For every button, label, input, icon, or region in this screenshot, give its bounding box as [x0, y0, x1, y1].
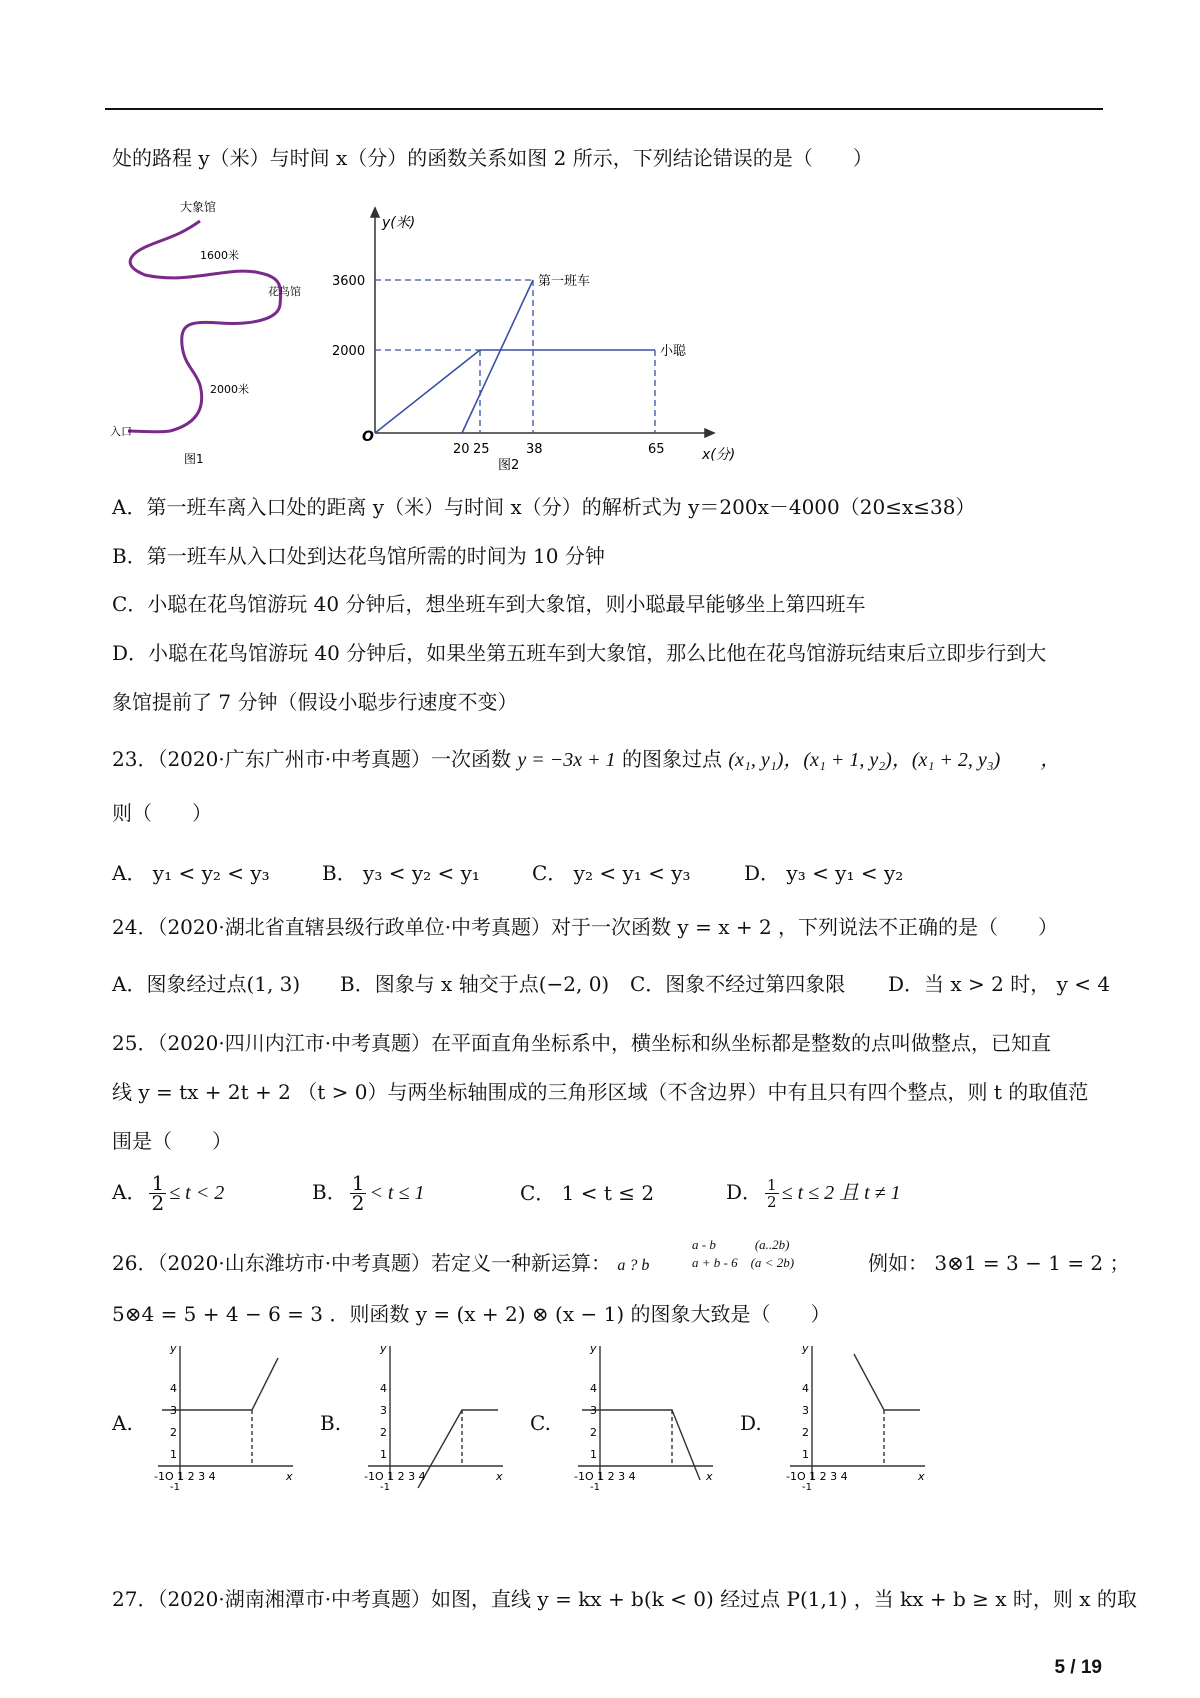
fig2-origin: O [362, 429, 374, 445]
q22-option-b: B．第一班车从入口处到达花鸟馆所需的时间为 10 分钟 [112, 544, 605, 568]
svg-text:y: y [170, 1342, 177, 1355]
svg-text:2: 2 [170, 1426, 177, 1439]
figure-2-graph [330, 205, 750, 475]
figure-1-route-map [110, 195, 320, 475]
svg-text:x: x [918, 1470, 925, 1483]
svg-text:4: 4 [170, 1382, 177, 1395]
svg-text:y: y [380, 1342, 387, 1355]
q24-stem: 24．（2020·湖北省直辖县级行政单位·中考真题）对于一次函数 y = x + 2 ，下列说法不正确的是（ ） [112, 915, 1059, 939]
svg-text:y: y [802, 1342, 809, 1355]
q26-line2: 5⊗4 = 5 + 4 − 6 = 3 ．则函数 y = (x + 2) ⊗ (x − 1) 的图象大致是（ ） [112, 1302, 831, 1326]
svg-text:1: 1 [170, 1448, 177, 1461]
fig2-ytick-2000: 2000 [332, 344, 366, 359]
q23-prefix: 23．（2020·广东广州市·中考真题）一次函数 [112, 747, 512, 771]
svg-text:2: 2 [802, 1426, 809, 1439]
q23-option-a: A． y₁ < y₂ < y₃ [112, 861, 270, 885]
svg-text:-1O 1 2 3 4: -1O 1 2 3 4 [786, 1470, 848, 1483]
svg-text:3: 3 [590, 1404, 597, 1417]
q25-line3: 围是（ ） [112, 1129, 232, 1153]
fig2-xtick-65: 65 [648, 442, 665, 457]
fig2-xtick-20: 20 [453, 442, 470, 457]
q25-line2: 线 y = tx + 2t + 2 （t > 0）与两坐标轴围成的三角形区域（不含边界）中有且只有四个整点，则 t 的取值范 [112, 1080, 1089, 1104]
svg-text:x: x [496, 1470, 503, 1483]
svg-text:-1O 1 2 3 4: -1O 1 2 3 4 [574, 1470, 636, 1483]
fig2-caption: 图2 [498, 458, 520, 473]
svg-text:1: 1 [380, 1448, 387, 1461]
q23-then: 则（ ） [112, 801, 212, 825]
fig1-caption: 图1 [184, 452, 204, 466]
q26-operator: a ? b [617, 1257, 650, 1274]
q26-label-b: B. [320, 1411, 342, 1435]
q26-label-a: A. [112, 1411, 133, 1435]
svg-text:4: 4 [380, 1382, 387, 1395]
q25-option-a: A． $\frac{1}{2}$ ≤ t < 2 [112, 1171, 225, 1215]
q23-option-b: B． y₃ < y₂ < y₁ [322, 861, 480, 885]
q22-option-d-line2: 象馆提前了 7 分钟（假设小聪步行速度不变） [112, 690, 518, 714]
fig1-distance-1: 1600米 [200, 249, 239, 262]
q26-line1: 26．（2020·山东潍坊市·中考真题）若定义一种新运算： a ? b [112, 1251, 650, 1275]
svg-text:-1: -1 [170, 1482, 180, 1490]
q23-mid: 的图象过点 [622, 747, 723, 771]
svg-text:3: 3 [170, 1404, 177, 1417]
svg-text:1: 1 [802, 1448, 809, 1461]
q22-option-a: A．第一班车离入口处的距离 y（米）与时间 x（分）的解析式为 y＝200x－4000（20≤x≤38） [112, 495, 976, 519]
q24-option-a: A．图象经过点(1, 3) [112, 972, 301, 996]
q23-points: (x₁, y₁)，(x₁ + 1, y₂)，(x₁ + 2, y₃) ， [728, 749, 1061, 771]
fraction-one-half: $\frac{1}{2}$ [151, 1171, 165, 1215]
q24-option-d: D．当 x > 2 时， y < 4 [888, 972, 1111, 996]
q24-option-b: B．图象与 x 轴交于点(−2, 0) [340, 972, 610, 996]
header-rule [105, 108, 1103, 110]
q23-option-c: C． y₂ < y₁ < y₃ [532, 861, 691, 885]
svg-text:x: x [286, 1470, 293, 1483]
fraction-one-half: $\frac{1}{2}$ [767, 1176, 777, 1211]
fig1-mid-label: 花鸟馆 [268, 285, 301, 298]
fig2-y-label: y(米) [382, 215, 416, 231]
fig2-person-label: 小聪 [660, 344, 687, 359]
q26-graph-b [358, 1340, 508, 1490]
q26-label-c: C. [530, 1411, 551, 1435]
fig1-top-label: 大象馆 [180, 200, 217, 214]
q26-label-d: D. [740, 1411, 762, 1435]
fig2-ytick-3600: 3600 [332, 274, 366, 289]
q25-line1: 25．（2020·四川内江市·中考真题）在平面直角坐标系中，横坐标和纵坐标都是整数的点叫做整点，已知直 [112, 1031, 1052, 1055]
q26-graph-c [568, 1340, 718, 1490]
q27-line1: 27．（2020·湖南湘潭市·中考真题）如图，直线 y = kx + b(k < 0) 经过点 P(1,1) ，当 kx + b ≥ x 时，则 x 的取 [112, 1587, 1137, 1611]
fig1-distance-2: 2000米 [210, 383, 249, 396]
svg-text:4: 4 [802, 1382, 809, 1395]
svg-text:1: 1 [590, 1448, 597, 1461]
svg-text:-1: -1 [590, 1482, 600, 1490]
fraction-one-half: $\frac{1}{2}$ [351, 1171, 365, 1215]
svg-text:x: x [706, 1470, 713, 1483]
svg-text:-1: -1 [802, 1482, 812, 1490]
svg-text:y: y [590, 1342, 597, 1355]
question-intro: 处的路程 y（米）与时间 x（分）的函数关系如图 2 所示，下列结论错误的是（ ） [112, 146, 873, 170]
fig1-start-label: 入口 [110, 425, 132, 438]
svg-text:-1O 1 2 3 4: -1O 1 2 3 4 [154, 1470, 216, 1483]
q22-option-c: C．小聪在花鸟馆游玩 40 分钟后，想坐班车到大象馆，则小聪最早能够坐上第四班车 [112, 592, 866, 616]
fig2-x-label: x(分) [702, 447, 736, 463]
q25-option-c: C． 1 < t ≤ 2 [520, 1181, 655, 1205]
fig2-xtick-25: 25 [473, 442, 490, 457]
svg-text:3: 3 [802, 1404, 809, 1417]
q26-piecewise: a - b (a..2b) a + b - 6 (a < 2b) [692, 1237, 795, 1270]
svg-text:3: 3 [380, 1404, 387, 1417]
q23-function: y = −3x + 1 [517, 749, 616, 771]
svg-text:4: 4 [590, 1382, 597, 1395]
q26-graph-a [148, 1340, 298, 1490]
q22-option-d-line1: D．小聪在花鸟馆游玩 40 分钟后，如果坐第五班车到大象馆，那么比他在花鸟馆游玩结束后立即步行到大 [112, 641, 1047, 665]
svg-text:2: 2 [380, 1426, 387, 1439]
svg-text:2: 2 [590, 1426, 597, 1439]
q26-example: 例如： 3⊗1 = 3 − 1 = 2 ； [868, 1251, 1130, 1275]
q25-option-d: D． $\frac{1}{2}$ ≤ t ≤ 2 且 t ≠ 1 [726, 1176, 901, 1211]
page-number: 5 / 19 [1054, 1657, 1102, 1678]
svg-text:-1O 1 2 3 4: -1O 1 2 3 4 [364, 1470, 426, 1483]
svg-text:-1: -1 [380, 1482, 390, 1490]
fig2-bus-label: 第一班车 [538, 274, 591, 289]
fig2-xtick-38: 38 [526, 442, 543, 457]
q25-option-b: B． $\frac{1}{2}$ < t ≤ 1 [312, 1171, 425, 1215]
q23-stem [112, 746, 1060, 773]
q26-graph-d [780, 1340, 930, 1490]
q24-option-c: C．图象不经过第四象限 [630, 972, 846, 996]
q23-option-d: D． y₃ < y₁ < y₂ [744, 861, 904, 885]
